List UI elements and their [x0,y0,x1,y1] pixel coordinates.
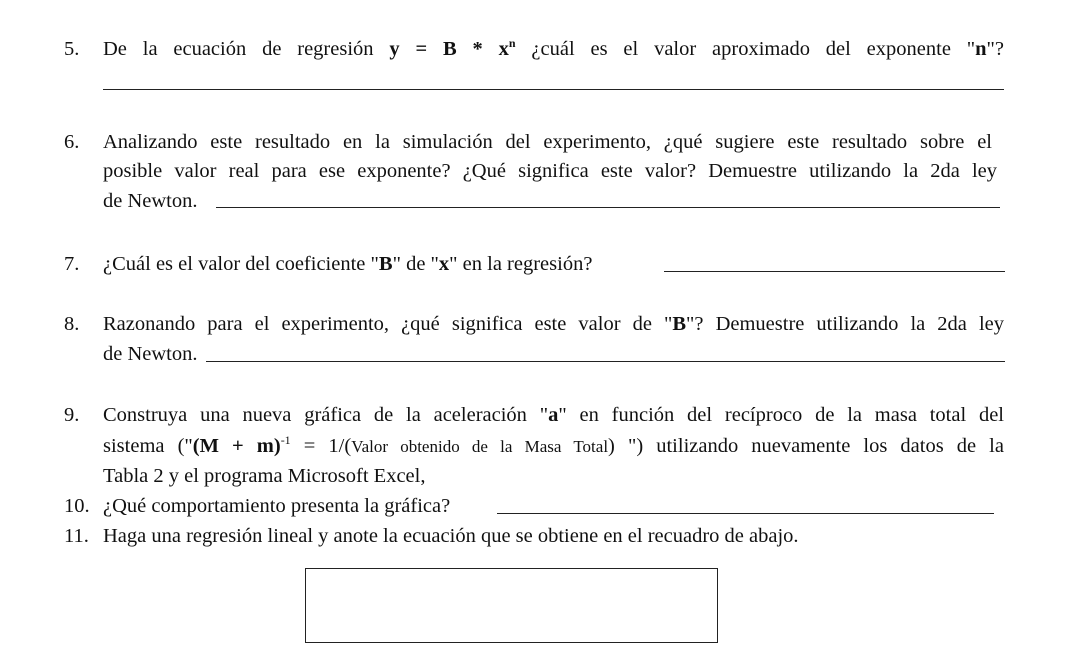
answer-line[interactable] [664,271,1005,272]
question-text: De la ecuación de regresión $y = B * x^n$ ¿cuál es el valor aproximado del exponente "n"? [103,36,1005,60]
question-text-line-1: Razonando para el experimento, ¿qué significa este valor de "B"? Demuestre utilizando la 2da ley [103,313,1004,335]
question-text-line-3: de Newton. [103,190,198,212]
question-text: ¿Qué comportamiento presenta la gráfica? [103,495,451,517]
question-text-line-2: de Newton. [103,343,198,365]
question-text-line-1: Construya una nueva gráfica de la aceleración "a" en función del recíproco de la masa total del [103,404,1004,426]
answer-line[interactable] [497,513,994,514]
question-text-line-3: Tabla 2 y el programa Microsoft Excel, [103,465,426,487]
equation-answer-box[interactable] [305,568,718,643]
question-number: 6. [64,131,80,153]
question-text-line-2: posible valor real para ese exponente? ¿Qué significa este valor? Demuestre utilizando la 2da ley [103,160,997,182]
question-number: 9. [64,404,80,426]
question-number: 7. [64,253,80,275]
question-text-line-2: sistema ("(M + m)$^{-1}$ = 1/(Valor obtenido de la Masa Total) ") utilizando nuevamente los datos de la [103,433,1004,457]
answer-line[interactable] [206,361,1005,362]
question-number: 10. [64,495,90,517]
question-number: 8. [64,313,80,335]
question-number: 5. [64,38,80,60]
answer-line[interactable] [103,89,1004,90]
question-text: Haga una regresión lineal y anote la ecuación que se obtiene en el recuadro de abajo. [103,525,799,547]
question-text: ¿Cuál es el valor del coeficiente "B" de "x" en la regresión? [103,253,593,275]
answer-line[interactable] [216,207,1000,208]
question-number: 11. [64,525,89,547]
question-text-line-1: Analizando este resultado en la simulación del experimento, ¿qué sugiere este resultado sobre el [103,131,992,153]
